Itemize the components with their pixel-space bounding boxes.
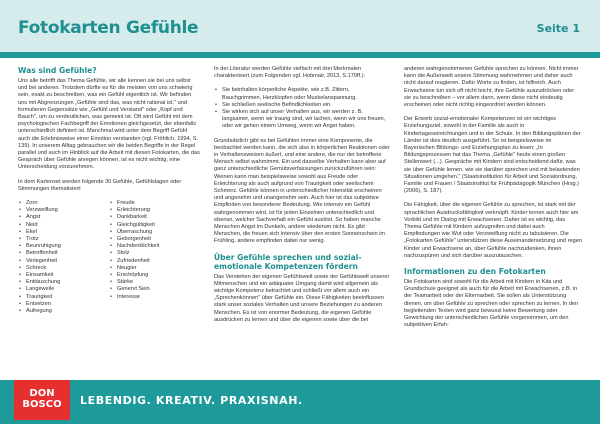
paragraph-continued: anderen wahrgenommenen Gefühle sprechen zu können. Nicht immer kann die Außenwelt unsere Stimmung wahrnehmen und daher auch nicht darauf reagieren. Dafür Worte zu finden, ist hilfreich. Auch Erwachsene tun sich oft nicht leicht, ihre Gefühle auszudrücken oder sie zu beschreiben – vor allem dann, wenn diese nicht eindeutig erscheinen oder nicht richtig eingeordnet werden können. [404,66,579,109]
feelings-list-left [18,200,109,315]
logo-line-1: DON [29,388,55,399]
list-item: • Freude [109,200,200,207]
section-heading-informationen: Informationen zu den Fotokarten [404,267,546,277]
list-item: • Erschöpfung [109,272,200,279]
paragraph-characteristics: In der Literatur werden Gefühle vielfach mit drei Merkmalen charakterisiert (zum Folgenden vgl. Hobmair, 2013, S.170ff.): [214,66,366,80]
list-item: • Verzweiflung [18,207,109,214]
list-item: • Nachdenklichkeit [109,243,200,250]
list-item: • Traurigkeit [18,294,109,301]
list-item: • Angst [18,214,109,221]
page-title: Fotokarten Gefühle [18,18,199,38]
paragraph-list-intro: In dem Kartenset werden folgende 30 Gefühle, Gefühlslagen oder Stimmungen thematisiert: [18,178,182,192]
page-content [0,66,600,366]
paragraph-card-info: Die Fotokarten sind sowohl für die Arbeit mit Kindern in Kita und Grundschule geeignet als auch für die Arbeit mit Erwachsenen, z.B. in der Teamarbeit oder der Elternarbeit. Sie sollen als Unterstützung dienen, um über Gefühle zu sprechen oder sprechen zu lernen. In den begleitenden Texten wird ganz bewusst keine Bewertung oder Gewichtung der unterschiedlichen Gefühle vorgenommen, um den subjektiven Erfah- [404,279,579,329]
footer-slogan: LEBENDIG. KREATIV. PRAXISNAH. [80,394,303,407]
list-item: • Sie schließen seelische Befindlichkeiten ein. [214,102,390,109]
list-item: • Interesse [109,294,200,301]
paragraph-language: Die Fähigkeit, über die eigenen Gefühle zu sprechen, ist stark mit der sprachlichen Ausdrucksfähigkeit verknüpft. Kinder lernen auch hier am Vorbild und im Dialog mit Erwachsenen. Daher ist es wichtig, das Thema Gefühle mit Kindern aufzugreifen und dabei auch Empfindungen wie Wut oder Verzweiflung nicht zu tabuisieren. Die „Fotokarten Gefühle" unterstützen diese Auseinandersetzung und regen Kinder und Erwachsene an, über Gefühle nachzudenken, ihnen nachzuspüren und sich darüber auszutauschen. [404,202,582,259]
feelings-list [18,200,200,315]
list-item: • Stärke [109,279,200,286]
list-item: • Langeweile [18,286,109,293]
column-1 [18,66,200,315]
section-heading-ueber-gefuehle-sprechen: Über Gefühle sprechen und sozial-emotionale Kompetenzen fördern [214,252,362,271]
list-item: • Sie wirken sich auf unser Verhalten aus, wir werden z. B. langsamer, wenn wir traurig sind, wir lachen, wenn wir uns freuen, oder wir gehen einem Umweg, wenn wir Angst haben. [214,109,390,131]
list-item: • Aufregung [18,308,109,315]
list-item: • Sie beinhalten körperliche Aspekte, wie z.B. Zittern, Bauchgrimmen, Herzklopfen oder Muskelanspannung. [214,87,390,101]
logo-line-2: BOSCO [22,399,62,410]
list-item: • Neugier [109,265,200,272]
page-header [0,0,600,58]
section-heading-was-sind-gefuehle: Was sind Gefühle? [18,66,97,75]
feelings-list-right [109,200,200,315]
list-item: • Dankbarkeit [109,214,200,221]
list-item: • Zufriedenheit [109,258,200,265]
list-item: • Betroffenheit [18,250,109,257]
list-item: • Überraschung [109,229,200,236]
page-number: Seite 1 [536,22,580,35]
list-item: • Stolz [109,250,200,257]
list-item: • Erleichterung [109,207,200,214]
list-item: • Geborgenheit [109,236,200,243]
paragraph-intro: Uns alle betrifft das Thema Gefühle, wir alle kennen sie bei uns selbst und bei anderen. Trotzdem dürfte es für die meisten von uns schwierig sein, exakt zu beschreiben, was ein Gefühl eigentlich ist. Wir befinden uns mit Abgrenzungen „Gefühle sind das, was nicht rational ist." und formulieren Gegensätze wie „Gefühl und Verstand" oder „Kopf und Bauch", um zu verdeutlichen, was gemeint ist. Oft wird Gefühl mit dem psychologischen Fachbegriff der Emotionen gleichgesetzt, der ebenfalls unterschiedlich definiert ist. Manchmal wird unter dem Begriff Gefühl auch die Erlebnisweise einer Emotion verstanden (vgl. Fröhlich, 1994, S. 139). In unserem Alltag gebrauchen wir die beiden Begriffe in der Regel parallel und auch im Hinblick auf die Arbeit mit diesen Fotokarten, die das Gespräch über Gefühle anregen können, ist es nicht wichtig, eine Unterscheidung vorzunehmen. [18,78,200,171]
list-item: • Schreck [18,265,109,272]
list-item: • Einsamkeit [18,272,109,279]
don-bosco-logo [14,380,70,420]
list-item: • Genervt Sein [109,286,200,293]
characteristics-list [214,87,390,130]
list-item: • Verlegenheit [18,258,109,265]
column-3 [404,66,582,337]
column-2 [214,66,390,331]
list-item: • Neid [18,222,109,229]
list-item: • Entsetzen [18,301,109,308]
list-item: • Gleichgültigkeit [109,222,200,229]
list-item: • Trotz [18,236,109,243]
paragraph-education-goal: Der Erwerb sozial-emotionaler Kompetenzen ist ein wichtiges Erziehungsziel, sowohl in der Familie als auch in Kindertageseinrichtungen und in der Schule. In den Bildungsplänen der Länder ist dies deutlich ausgeführt. So ist beispielsweise im Bayerischen Bildungs- und Erziehungsplan zu lesen: „In Bildungsprozessen hat das Thema „Gefühle" heute einen großen Stellenwert (...). Gespräche mit Kindern sind entscheidend dafür, was sie über Gefühle lernen, wie sie darüber sprechen und mit belastenden Situationen umgehen." (Staatsinstitution für Arbeit und Sozialordnung, Familie und Frauen / Staatsinstitut für Frühpädagogik München (Hrsg.) (2006), S. 187). [404,116,581,195]
list-item: • Zorn [18,200,109,207]
list-item: • Beunruhigung [18,243,109,250]
paragraph-competence: Das Verstehen der eigenen Gefühlswelt sowie der Gefühlswelt unserer Mitmenschen und ein adäquater Umgang damit wird allgemein als wichtige Kompetenz betrachtet und schließt vor allem auch ein „Sprechenkönnen" über Gefühle ein. Diese Fähigkeiten beeinflussen stark unser soziales Verhalten und unsere Beziehungen zu anderen Menschen. Es ist von enormer Bedeutung, die eigenen Gefühle ausdrücken zu lernen und über die eigenen sowie über die bei [214,273,390,323]
list-item: • Enttäuschung [18,279,109,286]
list-item: • Ekel [18,229,109,236]
paragraph-components: Grundsätzlich gibt es bei Gefühlen immer eine Komponente, die beobachtet werden kann, die sich also in körperlichen Reaktionen oder in Verhaltensweisen äußert, und eine andere, die nur der betroffene Mensch selbst wahrnimmt. Ein und dasselbe Verhalten kann aber auf ganz unterschiedliche Gemütsverfassungen zurückzuführen sein: Weinen kann man beispielsweise sowohl aus Freude oder Erleichterung als auch aufgrund von Traurigkeit oder seelischem Schmerz. Gefühle können in unterschiedlicher Intensität erscheinen und angenehm und unangenehm sein. Auch hier ist das subjektive Empfinden von besonderer Bedeutung. Wie intensiv ein Gefühl wahrgenommen wird, ist für jeden Einzelnen unterschiedlich und ebenso, welcher Sachverhalt ein Gefühl auslöst. So haben manche Menschen Angst im Dunkeln, andere wiederum nicht. Es gibt Menschen, die freuen sich intensiv über den ersten Sonnenschein im Frühling, andere empfinden dabei nur wenig. [214,137,390,245]
